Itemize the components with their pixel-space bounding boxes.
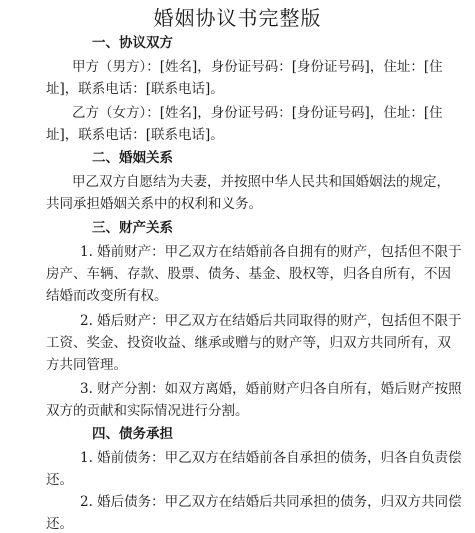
property-premarital-line-3: 结婚而改变所有权。: [46, 288, 168, 304]
property-premarital-line-2: 房产、车辆、存款、股票、债务、基金、股权等，归各自所有，不因: [46, 266, 451, 282]
debt-marital-line-1: 2. 婚后债务：甲乙双方在结婚后共同承担的债务，归双方共同偿: [80, 494, 462, 510]
party-b-line-1: 乙方（女方）：[姓名]，身份证号码：[身份证号码]，住址：[住: [72, 105, 443, 121]
property-division-line-2: 双方的贡献和实际情况进行分割。: [46, 403, 249, 419]
party-a-line-2: 址]，联系电话：[联系电话]。: [46, 81, 224, 97]
debt-premarital-line-1: 1. 婚前债务：甲乙双方在结婚前各自承担的债务，归各自负责偿: [80, 450, 462, 466]
property-marital-line-2: 工资、奖金、投资收益、继承或赠与的财产等，归双方共同所有，双: [46, 335, 451, 351]
section-heading-property: 三、财产关系: [92, 220, 173, 236]
document-title: 婚姻协议书完整版: [153, 6, 322, 30]
marriage-line-1: 甲乙双方自愿结为夫妻，并按照中华人民共和国婚姻法的规定，: [72, 174, 450, 190]
property-marital-line-1: 2. 婚后财产：甲乙双方在结婚后共同取得的财产，包括但不限于: [80, 313, 462, 329]
marriage-line-2: 共同承担婚姻关系中的权利和义务。: [46, 196, 262, 212]
debt-premarital-line-2: 还。: [46, 472, 73, 488]
section-heading-parties: 一、协议双方: [92, 35, 173, 51]
section-heading-marriage: 二、婚姻关系: [92, 150, 173, 166]
party-b-line-2: 址]，联系电话：[联系电话]。: [46, 127, 224, 143]
property-premarital-line-1: 1. 婚前财产：甲乙双方在结婚前各自拥有的财产，包括但不限于: [80, 244, 462, 260]
party-a-line-1: 甲方（男方）：[姓名]，身份证号码：[身份证号码]，住址：[住: [72, 59, 443, 75]
section-heading-debt: 四、债务承担: [92, 426, 173, 442]
debt-marital-line-2: 还。: [46, 516, 73, 532]
property-division-line-1: 3. 财产分割：如双方离婚，婚前财产归各自所有，婚后财产按照: [80, 381, 462, 397]
property-marital-line-3: 方共同管理。: [46, 357, 127, 373]
